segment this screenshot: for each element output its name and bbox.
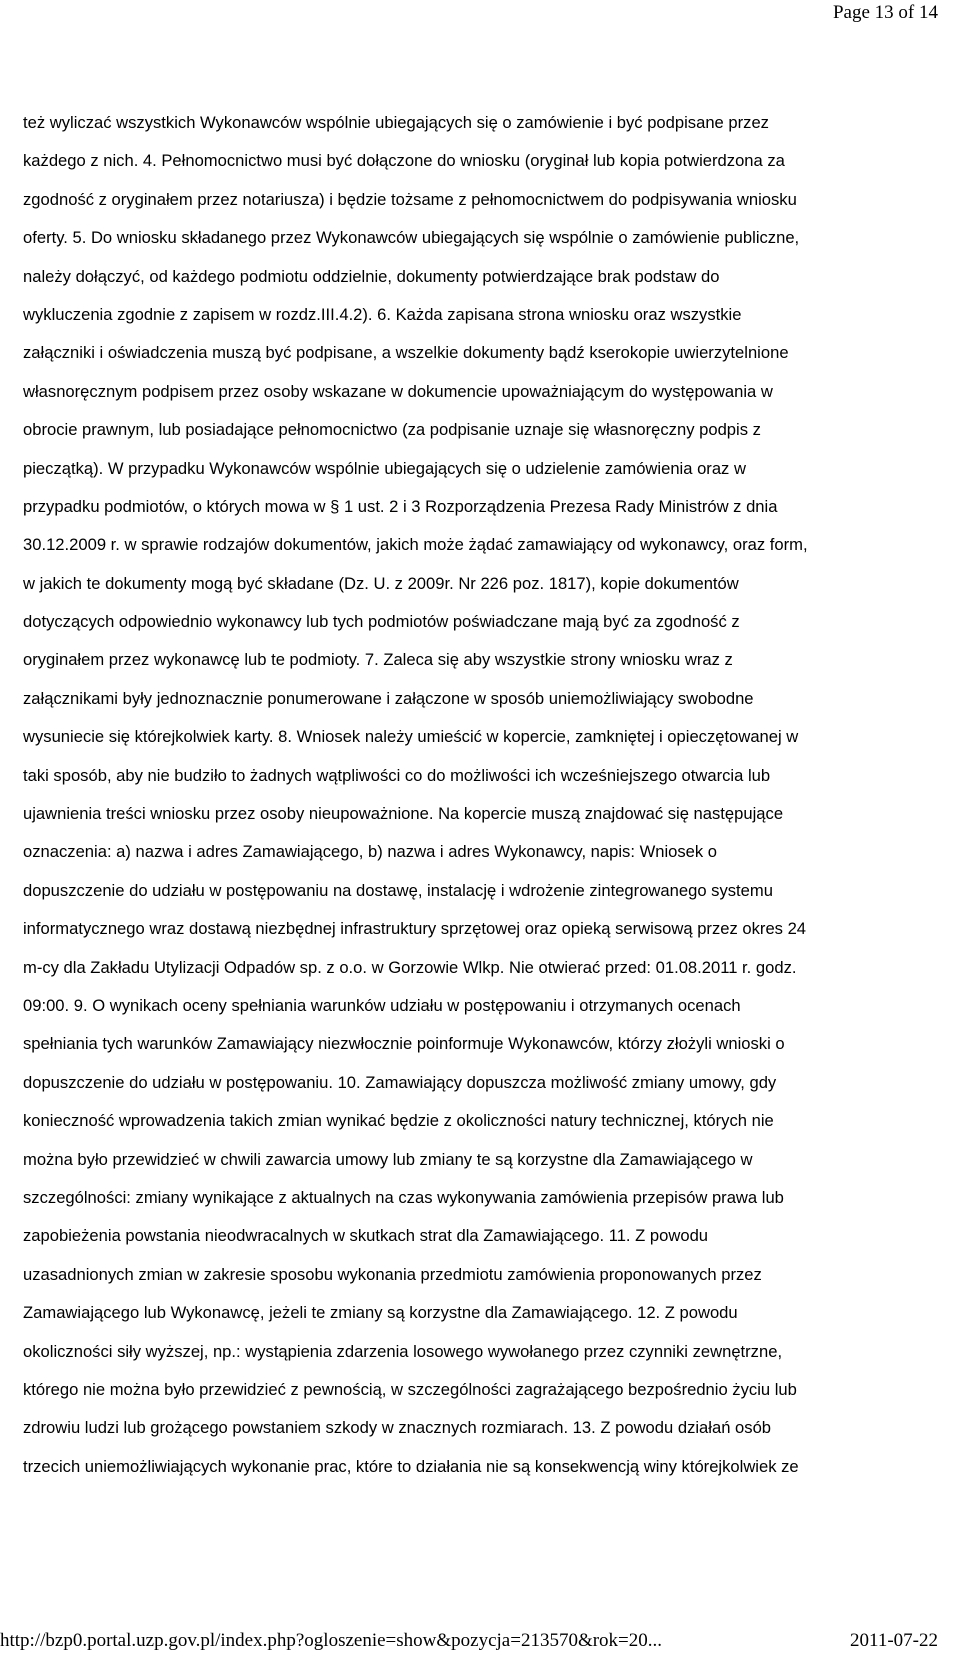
body-line: można było przewidzieć w chwili zawarcia umowy lub zmiany te są korzystne dla Zamawiającego w: [23, 1149, 753, 1169]
page-footer: [0, 1628, 960, 1654]
body-line: wysuniecie się którejkolwiek karty. 8. Wniosek należy umieścić w kopercie, zamkniętej i opieczętowanej w: [23, 727, 799, 747]
body-line: dotyczących odpowiednio wykonawcy lub tych podmiotów poświadczane mają być za zgodność z: [23, 612, 740, 632]
body-line: załączniki i oświadczenia muszą być podpisane, a wszelkie dokumenty bądź kserokopie uwierzytelnione: [23, 343, 789, 363]
body-line: 30.12.2009 r. w sprawie rodzajów dokumentów, jakich może żądać zamawiający od wykonawcy, oraz form,: [23, 535, 808, 555]
body-line: którego nie można było przewidzieć z pewnością, w szczególności zagrażającego bezpośrednio życiu lub: [23, 1379, 797, 1399]
body-line: taki sposób, aby nie budziło to żadnych wątpliwości co do możliwości ich wcześniejszego otwarcia lub: [23, 765, 771, 785]
body-line: uzasadnionych zmian w zakresie sposobu wykonania przedmiotu zamówienia proponowanych przez: [23, 1264, 762, 1284]
body-line: zdrowiu ludzi lub grożącego powstaniem szkody w znacznych rozmiarach. 13. Z powodu działań osób: [23, 1418, 772, 1438]
body-line: zgodność z oryginałem przez notariusza) i będzie tożsame z pełnomocnictwem do podpisywania wniosku: [23, 189, 797, 209]
body-line: pieczątką). W przypadku Wykonawców wspólnie ubiegających się o udzielenie zamówienia oraz w: [23, 458, 746, 478]
print-date: 2011-07-22: [850, 1630, 938, 1651]
body-line: w jakich te dokumenty mogą być składane (Dz. U. z 2009r. Nr 226 poz. 1817), kopie dokumentów: [23, 573, 739, 593]
body-line: dopuszczenie do udziału w postępowaniu na dostawę, instalację i wdrożenie zintegrowanego systemu: [23, 880, 773, 900]
body-line: spełniania tych warunków Zamawiający niezwłocznie poinformuje Wykonawców, którzy złożyli wnioski o: [23, 1034, 785, 1054]
body-line: każdego z nich. 4. Pełnomocnictwo musi być dołączone do wniosku (oryginał lub kopia potwierdzona za: [23, 151, 785, 171]
body-line: zapobieżenia powstania nieodwracalnych w skutkach strat dla Zamawiającego. 11. Z powodu: [23, 1226, 709, 1246]
body-line: oferty. 5. Do wniosku składanego przez Wykonawców ubiegających się wspólnie o zamówienie publiczne,: [23, 228, 800, 248]
body-line: oryginałem przez wykonawcę lub te podmioty. 7. Zaleca się aby wszystkie strony wniosku wraz z: [23, 650, 733, 670]
body-line: też wyliczać wszystkich Wykonawców wspólnie ubiegających się o zamówienie i być podpisane przez: [23, 113, 769, 132]
body-line: konieczność wprowadzenia takich zmian wynikać będzie z okoliczności natury technicznej, których nie: [23, 1111, 774, 1131]
body-line: trzecich uniemożliwiających wykonanie prac, które to działania nie są konsekwencją winy którejkolwiek ze: [23, 1456, 799, 1476]
body-line: ujawnienia treści wniosku przez osoby nieupoważnione. Na kopercie muszą znajdować się następujące: [23, 804, 784, 824]
source-url-link[interactable]: http://bzp0.portal.uzp.gov.pl/index.php?ogloszenie=show&pozycja=213570&rok=20...: [0, 1630, 663, 1651]
body-line: 09:00. 9. O wynikach oceny spełniania warunków udziału w postępowaniu i otrzymanych ocenach: [23, 995, 741, 1015]
body-line: oznaczenia: a) nazwa i adres Zamawiającego, b) nazwa i adres Wykonawcy, napis: Wniosek o: [23, 842, 718, 862]
body-line: okoliczności siły wyższej, np.: wystąpienia zdarzenia losowego wywołanego przez czynniki zewnętrzne,: [23, 1341, 783, 1361]
body-line: załącznikami były jednoznacznie ponumerowane i załączone w sposób uniemożliwiający swobodne: [23, 688, 754, 708]
page-number: Page 13 of 14: [832, 2, 938, 23]
body-line: m-cy dla Zakładu Utylizacji Odpadów sp. z o.o. w Gorzowie Wlkp. Nie otwierać przed: 01.08.2011 r. godz.: [23, 957, 797, 977]
body-line: wykluczenia zgodnie z zapisem w rozdz.III.4.2). 6. Każda zapisana strona wniosku oraz wszystkie: [23, 304, 742, 324]
body-line: przypadku podmiotów, o których mowa w § 1 ust. 2 i 3 Rozporządzenia Prezesa Rady Ministrów z dnia: [23, 496, 778, 516]
body-line: własnoręcznym podpisem przez osoby wskazane w dokumencie upoważniającym do występowania w: [23, 381, 773, 401]
body-line: szczególności: zmiany wynikające z aktualnych na czas wykonywania zamówienia przepisów prawa lub: [23, 1187, 784, 1207]
body-line: obrocie prawnym, lub posiadające pełnomocnictwo (za podpisanie uznaje się własnoręczny podpis z: [23, 420, 761, 440]
body-line: należy dołączyć, od każdego podmiotu oddzielnie, dokumenty potwierdzające brak podstaw do: [23, 266, 720, 286]
body-line: dopuszczenie do udziału w postępowaniu. 10. Zamawiający dopuszcza możliwość zmiany umowy, gdy: [23, 1072, 777, 1092]
body-line: informatycznego wraz dostawą niezbędnej infrastruktury sprzętowej oraz opieką serwisową przez okres 24: [23, 919, 807, 939]
body-line: Zamawiającego lub Wykonawcę, jeżeli te zmiany są korzystne dla Zamawiającego. 12. Z powodu: [23, 1303, 738, 1323]
document-body: [23, 104, 943, 1486]
